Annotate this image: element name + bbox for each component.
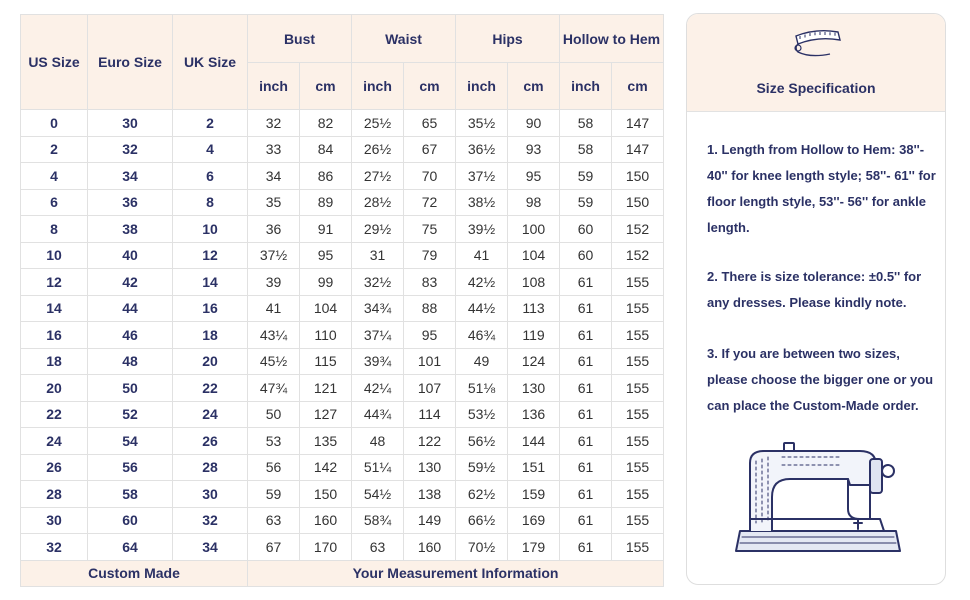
cell-us-size: 6 [21, 189, 88, 216]
cell-uk-size: 34 [173, 534, 248, 561]
cell-bust-inch: 34 [248, 163, 300, 190]
cell-euro-size: 32 [88, 136, 173, 163]
cell-waist-inch: 27½ [352, 163, 404, 190]
header-hollow-to-hem: Hollow to Hem [560, 15, 664, 63]
cell-euro-size: 48 [88, 348, 173, 375]
cell-hollow-cm: 155 [612, 401, 664, 428]
cell-bust-inch: 36 [248, 216, 300, 243]
cell-euro-size: 42 [88, 269, 173, 296]
cell-hollow-cm: 152 [612, 216, 664, 243]
cell-hips-inch: 38½ [456, 189, 508, 216]
cell-hollow-cm: 155 [612, 295, 664, 322]
cell-waist-cm: 70 [404, 163, 456, 190]
cell-euro-size: 60 [88, 507, 173, 534]
cell-hollow-cm: 155 [612, 454, 664, 481]
cell-waist-inch: 51¼ [352, 454, 404, 481]
cell-bust-inch: 63 [248, 507, 300, 534]
cell-bust-inch: 33 [248, 136, 300, 163]
cell-bust-cm: 150 [300, 481, 352, 508]
table-row [21, 428, 664, 455]
cell-bust-inch: 67 [248, 534, 300, 561]
header-bust: Bust [248, 15, 352, 63]
cell-us-size: 28 [21, 481, 88, 508]
header-hollow-inch: inch [560, 63, 612, 110]
cell-us-size: 20 [21, 375, 88, 402]
cell-us-size: 12 [21, 269, 88, 296]
cell-hips-cm: 144 [508, 428, 560, 455]
cell-bust-cm: 115 [300, 348, 352, 375]
table-row [21, 348, 664, 375]
cell-bust-cm: 160 [300, 507, 352, 534]
cell-bust-inch: 43¼ [248, 322, 300, 349]
cell-euro-size: 56 [88, 454, 173, 481]
cell-hips-inch: 42½ [456, 269, 508, 296]
cell-waist-inch: 26½ [352, 136, 404, 163]
cell-hollow-inch: 61 [560, 322, 612, 349]
cell-waist-cm: 101 [404, 348, 456, 375]
cell-hollow-inch: 61 [560, 454, 612, 481]
cell-us-size: 2 [21, 136, 88, 163]
cell-bust-inch: 59 [248, 481, 300, 508]
header-waist-cm: cm [404, 63, 456, 110]
table-row [21, 269, 664, 296]
cell-hollow-inch: 60 [560, 216, 612, 243]
cell-bust-cm: 95 [300, 242, 352, 269]
header-hips-cm: cm [508, 63, 560, 110]
cell-hollow-inch: 61 [560, 401, 612, 428]
cell-waist-inch: 31 [352, 242, 404, 269]
header-hips-inch: inch [456, 63, 508, 110]
cell-euro-size: 44 [88, 295, 173, 322]
cell-waist-inch: 58¾ [352, 507, 404, 534]
cell-waist-cm: 72 [404, 189, 456, 216]
cell-hollow-cm: 147 [612, 110, 664, 137]
spec-note-tolerance: 2. There is size tolerance: ±0.5'' for any dresses. Please kindly note. [707, 269, 922, 310]
cell-bust-inch: 32 [248, 110, 300, 137]
cell-us-size: 8 [21, 216, 88, 243]
cell-bust-cm: 104 [300, 295, 352, 322]
header-bust-inch: inch [248, 63, 300, 110]
header-waist-inch: inch [352, 63, 404, 110]
cell-waist-cm: 83 [404, 269, 456, 296]
cell-bust-cm: 89 [300, 189, 352, 216]
cell-waist-inch: 32½ [352, 269, 404, 296]
table-row [21, 454, 664, 481]
sewing-machine-icon [730, 439, 906, 563]
footer-custom-made: Custom Made [21, 560, 248, 586]
cell-hips-inch: 66½ [456, 507, 508, 534]
cell-uk-size: 14 [173, 269, 248, 296]
cell-hips-inch: 37½ [456, 163, 508, 190]
cell-hollow-inch: 59 [560, 189, 612, 216]
cell-hollow-inch: 58 [560, 110, 612, 137]
table-row [21, 136, 664, 163]
spec-title: Size Specification [756, 80, 876, 96]
cell-waist-cm: 114 [404, 401, 456, 428]
cell-hollow-inch: 61 [560, 428, 612, 455]
cell-us-size: 30 [21, 507, 88, 534]
header-waist: Waist [352, 15, 456, 63]
cell-bust-cm: 170 [300, 534, 352, 561]
cell-bust-cm: 99 [300, 269, 352, 296]
cell-bust-inch: 39 [248, 269, 300, 296]
cell-hollow-inch: 58 [560, 136, 612, 163]
cell-hollow-cm: 152 [612, 242, 664, 269]
header-euro-size: Euro Size [88, 15, 173, 110]
cell-euro-size: 40 [88, 242, 173, 269]
cell-hips-inch: 51⅛ [456, 375, 508, 402]
cell-us-size: 14 [21, 295, 88, 322]
cell-bust-cm: 110 [300, 322, 352, 349]
cell-waist-cm: 160 [404, 534, 456, 561]
table-row [21, 110, 664, 137]
cell-hips-inch: 70½ [456, 534, 508, 561]
cell-hips-inch: 46¾ [456, 322, 508, 349]
cell-bust-cm: 142 [300, 454, 352, 481]
cell-us-size: 16 [21, 322, 88, 349]
cell-hollow-cm: 155 [612, 348, 664, 375]
cell-waist-inch: 48 [352, 428, 404, 455]
cell-us-size: 4 [21, 163, 88, 190]
cell-hips-cm: 169 [508, 507, 560, 534]
spec-note-between-sizes: 3. If you are between two sizes, please choose the bigger one or you can place the Custom-Made order. [707, 346, 934, 413]
header-hips: Hips [456, 15, 560, 63]
cell-uk-size: 24 [173, 401, 248, 428]
size-chart-table [20, 14, 664, 587]
cell-waist-inch: 34¾ [352, 295, 404, 322]
cell-waist-inch: 54½ [352, 481, 404, 508]
cell-euro-size: 36 [88, 189, 173, 216]
cell-hollow-cm: 150 [612, 189, 664, 216]
cell-bust-inch: 35 [248, 189, 300, 216]
cell-bust-cm: 86 [300, 163, 352, 190]
cell-uk-size: 26 [173, 428, 248, 455]
cell-waist-cm: 75 [404, 216, 456, 243]
cell-uk-size: 12 [173, 242, 248, 269]
cell-waist-cm: 67 [404, 136, 456, 163]
header-us-size: US Size [21, 15, 88, 110]
cell-waist-inch: 44¾ [352, 401, 404, 428]
cell-euro-size: 46 [88, 322, 173, 349]
cell-hips-inch: 56½ [456, 428, 508, 455]
cell-uk-size: 8 [173, 189, 248, 216]
cell-waist-inch: 42¼ [352, 375, 404, 402]
cell-uk-size: 20 [173, 348, 248, 375]
cell-us-size: 0 [21, 110, 88, 137]
cell-hips-cm: 113 [508, 295, 560, 322]
cell-hips-inch: 59½ [456, 454, 508, 481]
cell-hollow-cm: 155 [612, 375, 664, 402]
cell-waist-cm: 122 [404, 428, 456, 455]
cell-waist-cm: 95 [404, 322, 456, 349]
cell-uk-size: 10 [173, 216, 248, 243]
cell-bust-inch: 50 [248, 401, 300, 428]
table-row [21, 295, 664, 322]
cell-hips-cm: 108 [508, 269, 560, 296]
cell-bust-cm: 135 [300, 428, 352, 455]
cell-hollow-cm: 155 [612, 481, 664, 508]
cell-bust-cm: 91 [300, 216, 352, 243]
cell-waist-cm: 79 [404, 242, 456, 269]
cell-hollow-inch: 61 [560, 375, 612, 402]
cell-bust-cm: 121 [300, 375, 352, 402]
cell-uk-size: 16 [173, 295, 248, 322]
cell-bust-inch: 47¾ [248, 375, 300, 402]
cell-hips-inch: 62½ [456, 481, 508, 508]
size-rows [21, 110, 664, 561]
cell-us-size: 24 [21, 428, 88, 455]
cell-waist-cm: 65 [404, 110, 456, 137]
cell-hips-cm: 124 [508, 348, 560, 375]
cell-hips-cm: 100 [508, 216, 560, 243]
measuring-tape-icon [790, 24, 846, 64]
cell-hips-inch: 44½ [456, 295, 508, 322]
cell-hips-inch: 41 [456, 242, 508, 269]
cell-hips-inch: 36½ [456, 136, 508, 163]
cell-hips-cm: 104 [508, 242, 560, 269]
cell-euro-size: 52 [88, 401, 173, 428]
table-row [21, 401, 664, 428]
cell-bust-cm: 127 [300, 401, 352, 428]
cell-waist-inch: 63 [352, 534, 404, 561]
cell-uk-size: 18 [173, 322, 248, 349]
cell-waist-inch: 37¼ [352, 322, 404, 349]
table-row [21, 534, 664, 561]
cell-hips-cm: 151 [508, 454, 560, 481]
cell-uk-size: 4 [173, 136, 248, 163]
cell-hips-inch: 53½ [456, 401, 508, 428]
table-row [21, 507, 664, 534]
table-row [21, 216, 664, 243]
cell-hips-cm: 95 [508, 163, 560, 190]
table-row [21, 242, 664, 269]
table-row [21, 375, 664, 402]
cell-bust-inch: 56 [248, 454, 300, 481]
cell-waist-cm: 88 [404, 295, 456, 322]
cell-euro-size: 64 [88, 534, 173, 561]
cell-uk-size: 30 [173, 481, 248, 508]
cell-waist-cm: 130 [404, 454, 456, 481]
cell-us-size: 26 [21, 454, 88, 481]
cell-hollow-inch: 60 [560, 242, 612, 269]
header-bust-cm: cm [300, 63, 352, 110]
cell-hollow-inch: 61 [560, 534, 612, 561]
table-row [21, 163, 664, 190]
cell-bust-inch: 41 [248, 295, 300, 322]
cell-waist-cm: 149 [404, 507, 456, 534]
table-row [21, 481, 664, 508]
cell-hollow-cm: 155 [612, 534, 664, 561]
cell-bust-cm: 84 [300, 136, 352, 163]
size-specification-panel [686, 13, 946, 585]
cell-us-size: 10 [21, 242, 88, 269]
cell-euro-size: 50 [88, 375, 173, 402]
cell-hollow-inch: 59 [560, 163, 612, 190]
cell-waist-inch: 28½ [352, 189, 404, 216]
cell-hips-cm: 179 [508, 534, 560, 561]
spec-note-length: 1. Length from Hollow to Hem: 38''- 40'' for knee length style; 58''- 61'' for floor length style, 53''- 56'' for ankle length. [707, 142, 936, 235]
cell-euro-size: 38 [88, 216, 173, 243]
cell-euro-size: 58 [88, 481, 173, 508]
cell-hips-cm: 119 [508, 322, 560, 349]
cell-waist-cm: 107 [404, 375, 456, 402]
cell-hollow-cm: 150 [612, 163, 664, 190]
cell-hips-cm: 98 [508, 189, 560, 216]
cell-hips-cm: 90 [508, 110, 560, 137]
cell-hollow-cm: 147 [612, 136, 664, 163]
cell-us-size: 22 [21, 401, 88, 428]
cell-hollow-inch: 61 [560, 481, 612, 508]
cell-hollow-inch: 61 [560, 269, 612, 296]
cell-hips-inch: 49 [456, 348, 508, 375]
cell-uk-size: 22 [173, 375, 248, 402]
table-row [21, 189, 664, 216]
cell-hollow-cm: 155 [612, 269, 664, 296]
cell-uk-size: 32 [173, 507, 248, 534]
cell-hollow-inch: 61 [560, 295, 612, 322]
cell-hollow-inch: 61 [560, 348, 612, 375]
header-hollow-cm: cm [612, 63, 664, 110]
cell-bust-inch: 53 [248, 428, 300, 455]
cell-waist-inch: 29½ [352, 216, 404, 243]
cell-us-size: 32 [21, 534, 88, 561]
cell-euro-size: 30 [88, 110, 173, 137]
cell-waist-inch: 39¾ [352, 348, 404, 375]
cell-uk-size: 6 [173, 163, 248, 190]
header-uk-size: UK Size [173, 15, 248, 110]
cell-hips-inch: 35½ [456, 110, 508, 137]
cell-hips-cm: 136 [508, 401, 560, 428]
footer-measurement-info: Your Measurement Information [248, 560, 664, 586]
cell-waist-inch: 25½ [352, 110, 404, 137]
cell-euro-size: 54 [88, 428, 173, 455]
cell-uk-size: 2 [173, 110, 248, 137]
table-row [21, 322, 664, 349]
cell-hips-cm: 159 [508, 481, 560, 508]
cell-hips-cm: 93 [508, 136, 560, 163]
cell-hips-cm: 130 [508, 375, 560, 402]
cell-euro-size: 34 [88, 163, 173, 190]
cell-hollow-cm: 155 [612, 322, 664, 349]
cell-hollow-inch: 61 [560, 507, 612, 534]
cell-hips-inch: 39½ [456, 216, 508, 243]
cell-bust-inch: 45½ [248, 348, 300, 375]
cell-waist-cm: 138 [404, 481, 456, 508]
cell-hollow-cm: 155 [612, 428, 664, 455]
cell-us-size: 18 [21, 348, 88, 375]
cell-hollow-cm: 155 [612, 507, 664, 534]
cell-uk-size: 28 [173, 454, 248, 481]
spec-header [687, 14, 945, 112]
cell-bust-inch: 37½ [248, 242, 300, 269]
cell-bust-cm: 82 [300, 110, 352, 137]
